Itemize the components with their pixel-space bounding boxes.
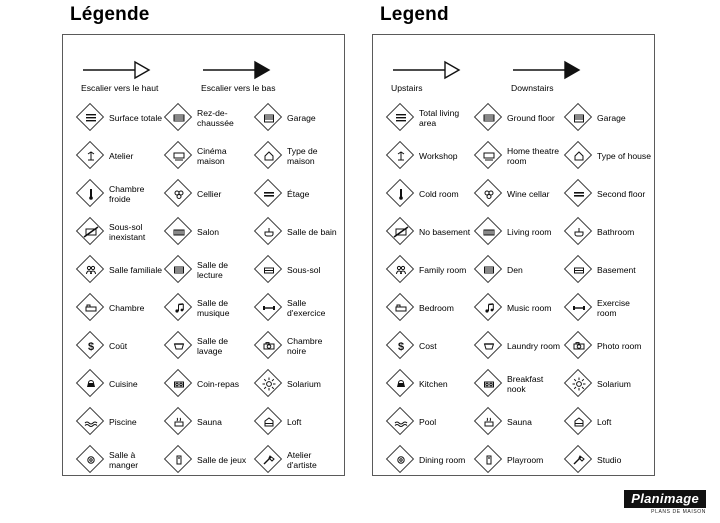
legend-item xyxy=(387,403,475,441)
solarium-icon-glyph xyxy=(255,370,283,398)
legend-item-label: Bathroom xyxy=(597,227,635,237)
legend-item xyxy=(77,251,165,289)
den-icon-glyph xyxy=(475,256,503,284)
legend-grid-french xyxy=(77,99,336,479)
legend-item-label: Total living area xyxy=(419,108,460,128)
cold-room-icon-glyph xyxy=(387,180,415,208)
stairs-up-french xyxy=(81,59,201,93)
legend-item-label: Pool xyxy=(419,417,437,427)
legend-item xyxy=(77,441,165,479)
legend-item xyxy=(565,213,653,251)
legend-item xyxy=(387,289,475,327)
photo-room-icon-glyph xyxy=(565,332,593,360)
wine-cellar-icon-glyph xyxy=(165,180,193,208)
ground-floor-icon xyxy=(165,104,193,132)
legend-item xyxy=(77,327,165,365)
legend-item xyxy=(255,289,343,327)
legend-item xyxy=(387,213,475,251)
legend-item xyxy=(565,365,653,403)
laundry-room-icon xyxy=(165,332,193,360)
planimage-logo xyxy=(624,490,706,515)
legend-item xyxy=(255,365,343,403)
stairs-down-arrow-icon xyxy=(511,59,631,81)
photo-room-icon xyxy=(565,332,593,360)
legend-item-label: Ground floor xyxy=(507,113,555,123)
legend-item-label: Den xyxy=(507,265,523,275)
stairs-up-arrow-icon xyxy=(391,59,511,81)
legend-item-label: Type of house xyxy=(597,151,651,161)
legend-item xyxy=(165,137,255,175)
legend-item xyxy=(475,99,565,137)
legend-item xyxy=(565,99,653,137)
logo-name: Planimage xyxy=(624,490,706,508)
house-type-icon-glyph xyxy=(255,142,283,170)
legend-item xyxy=(165,175,255,213)
legend-item xyxy=(255,441,343,479)
legend-item-label: Bedroom xyxy=(419,303,454,313)
legend-item xyxy=(565,441,653,479)
workshop-icon xyxy=(77,142,105,170)
page-title-english: Legend xyxy=(380,4,449,25)
legend-item xyxy=(475,403,565,441)
page-title-french: Légende xyxy=(70,4,150,25)
legend-item xyxy=(475,175,565,213)
legend-item xyxy=(165,99,255,137)
garage-icon-glyph xyxy=(255,104,283,132)
family-room-icon xyxy=(387,256,415,284)
family-room-icon-glyph xyxy=(387,256,415,284)
legend-item xyxy=(565,137,653,175)
stairs-up-english xyxy=(391,59,511,93)
legend-item xyxy=(565,175,653,213)
legend-item-label: Piscine xyxy=(109,417,137,427)
breakfast-nook-icon xyxy=(475,370,503,398)
legend-item xyxy=(165,327,255,365)
total-area-icon xyxy=(77,104,105,132)
bedroom-icon xyxy=(387,294,415,322)
breakfast-nook-icon xyxy=(165,370,193,398)
playroom-icon-glyph xyxy=(165,446,193,474)
living-room-icon xyxy=(475,218,503,246)
home-theatre-icon xyxy=(475,142,503,170)
legend-item xyxy=(77,289,165,327)
legend-item xyxy=(475,365,565,403)
legend-item-label: Second floor xyxy=(597,189,646,199)
legend-item xyxy=(255,327,343,365)
stairs-down-english xyxy=(511,59,631,93)
wine-cellar-icon xyxy=(165,180,193,208)
legend-item-label: Studio xyxy=(597,455,622,465)
no-basement-icon-glyph xyxy=(387,218,415,246)
legend-item-label: Living room xyxy=(507,227,552,237)
legend-item xyxy=(475,441,565,479)
stairs-down-french xyxy=(201,59,321,93)
music-room-icon xyxy=(475,294,503,322)
pool-icon xyxy=(387,408,415,436)
legend-item xyxy=(387,441,475,479)
basement-icon-glyph xyxy=(255,256,283,284)
breakfast-nook-icon-glyph xyxy=(475,370,503,398)
home-theatre-icon-glyph xyxy=(475,142,503,170)
legend-item xyxy=(475,289,565,327)
sauna-icon xyxy=(165,408,193,436)
bathroom-icon-glyph xyxy=(565,218,593,246)
stairs-down-label: Escalier vers le bas xyxy=(201,83,276,93)
bathroom-icon xyxy=(255,218,283,246)
loft-icon xyxy=(255,408,283,436)
legend-item-label: Home theatre room xyxy=(507,146,560,166)
studio-icon-glyph xyxy=(255,446,283,474)
legend-item xyxy=(387,137,475,175)
legend-item xyxy=(255,251,343,289)
legend-item-label: Garage xyxy=(597,113,626,123)
legend-item-label: Salle à manger xyxy=(109,450,139,470)
basement-icon xyxy=(565,256,593,284)
legend-item xyxy=(255,403,343,441)
legend-item-label: Playroom xyxy=(507,455,544,465)
sauna-icon-glyph xyxy=(475,408,503,436)
legend-item-label: Salle de lecture xyxy=(197,260,229,280)
legend-item xyxy=(565,403,653,441)
exercise-room-icon-glyph xyxy=(565,294,593,322)
legend-item-label: Laundry room xyxy=(507,341,561,351)
workshop-icon-glyph xyxy=(77,142,105,170)
second-floor-icon xyxy=(565,180,593,208)
no-basement-icon xyxy=(387,218,415,246)
cost-icon-glyph xyxy=(77,332,105,360)
playroom-icon xyxy=(165,446,193,474)
dining-room-icon xyxy=(387,446,415,474)
legend-item-label: Atelier d'artiste xyxy=(287,450,317,470)
sauna-icon-glyph xyxy=(165,408,193,436)
total-area-icon-glyph xyxy=(387,104,415,132)
bedroom-icon xyxy=(77,294,105,322)
living-room-icon xyxy=(165,218,193,246)
legend-item xyxy=(475,251,565,289)
legend-item-label: Salle de musique xyxy=(197,298,230,318)
legend-item xyxy=(165,365,255,403)
legend-item-label: Cost xyxy=(419,341,437,351)
legend-item-label: Étage xyxy=(287,189,310,199)
legend-item-label: Music room xyxy=(507,303,552,313)
legend-item-label: Atelier xyxy=(109,151,134,161)
legend-item xyxy=(165,403,255,441)
legend-box-english xyxy=(372,34,655,476)
stairs-up-arrow-icon xyxy=(81,59,201,81)
house-type-icon xyxy=(565,142,593,170)
legend-item-label: Chambre xyxy=(109,303,145,313)
stairs-down-label: Downstairs xyxy=(511,83,554,93)
legend-item-label: Sauna xyxy=(507,417,532,427)
legend-item-label: Kitchen xyxy=(419,379,448,389)
ground-floor-icon xyxy=(475,104,503,132)
sauna-icon xyxy=(475,408,503,436)
laundry-room-icon-glyph xyxy=(165,332,193,360)
loft-icon xyxy=(565,408,593,436)
cold-room-icon-glyph xyxy=(77,180,105,208)
svg-text:$: $ xyxy=(397,341,405,352)
legend-item-label: Rez-de-chaussée xyxy=(197,108,234,128)
legend-item xyxy=(165,251,255,289)
legend-item xyxy=(255,175,343,213)
living-room-icon-glyph xyxy=(475,218,503,246)
basement-icon-glyph xyxy=(565,256,593,284)
den-icon xyxy=(165,256,193,284)
legend-item xyxy=(255,99,343,137)
dining-room-icon xyxy=(77,446,105,474)
legend-item xyxy=(475,137,565,175)
wine-cellar-icon-glyph xyxy=(475,180,503,208)
legend-item-label: Loft xyxy=(287,417,302,427)
legend-item-label: Cold room xyxy=(419,189,459,199)
legend-item xyxy=(77,213,165,251)
loft-icon-glyph xyxy=(255,408,283,436)
legend-item-label: Salon xyxy=(197,227,219,237)
living-room-icon-glyph xyxy=(165,218,193,246)
legend-item-label: Salle de jeux xyxy=(197,455,247,465)
legend-item-label: Type de maison xyxy=(287,146,318,166)
second-floor-icon xyxy=(255,180,283,208)
legend-item-label: Coût xyxy=(109,341,128,351)
legend-item-label: Sous-sol inexistant xyxy=(109,222,146,242)
legend-item xyxy=(77,403,165,441)
den-icon-glyph xyxy=(165,256,193,284)
workshop-icon-glyph xyxy=(387,142,415,170)
photo-room-icon xyxy=(255,332,283,360)
legend-item xyxy=(255,137,343,175)
legend-item-label: Loft xyxy=(597,417,612,427)
ground-floor-icon-glyph xyxy=(165,104,193,132)
cost-icon xyxy=(77,332,105,360)
garage-icon xyxy=(255,104,283,132)
laundry-room-icon-glyph xyxy=(475,332,503,360)
kitchen-icon-glyph xyxy=(77,370,105,398)
legend-item xyxy=(165,289,255,327)
legend-item-label: Salle familiale xyxy=(109,265,163,275)
bathroom-icon xyxy=(565,218,593,246)
legend-item xyxy=(565,289,653,327)
stairs-up-label: Upstairs xyxy=(391,83,423,93)
pool-icon-glyph xyxy=(387,408,415,436)
legend-item xyxy=(387,175,475,213)
den-icon xyxy=(475,256,503,284)
legend-item-label: Breakfast nook xyxy=(507,374,544,394)
legend-item-label: Salle de lavage xyxy=(197,336,229,356)
photo-room-icon-glyph xyxy=(255,332,283,360)
music-room-icon-glyph xyxy=(165,294,193,322)
garage-icon xyxy=(565,104,593,132)
playroom-icon-glyph xyxy=(475,446,503,474)
legend-item xyxy=(165,213,255,251)
kitchen-icon xyxy=(77,370,105,398)
logo-tagline: PLANS DE MAISON xyxy=(651,509,706,515)
pool-icon-glyph xyxy=(77,408,105,436)
wine-cellar-icon xyxy=(475,180,503,208)
legend-item-label: No basement xyxy=(419,227,471,237)
stairs-row-english xyxy=(391,59,646,93)
legend-item-label: Salle d'exercice xyxy=(287,298,326,318)
basement-icon xyxy=(255,256,283,284)
legend-item-label: Photo room xyxy=(597,341,642,351)
legend-item xyxy=(77,365,165,403)
legend-item-label: Wine cellar xyxy=(507,189,550,199)
legend-item-label: Sous-sol xyxy=(287,265,321,275)
dining-room-icon-glyph xyxy=(77,446,105,474)
studio-icon xyxy=(255,446,283,474)
bedroom-icon-glyph xyxy=(77,294,105,322)
pool-icon xyxy=(77,408,105,436)
house-type-icon xyxy=(255,142,283,170)
cost-icon xyxy=(387,332,415,360)
legend-item-label: Surface totale xyxy=(109,113,163,123)
home-theatre-icon xyxy=(165,142,193,170)
stairs-down-arrow-icon xyxy=(201,59,321,81)
legend-item-label: Family room xyxy=(419,265,467,275)
legend-item xyxy=(165,441,255,479)
legend-item xyxy=(77,175,165,213)
legend-item-label: Solarium xyxy=(287,379,321,389)
legend-item xyxy=(77,137,165,175)
legend-grid-english xyxy=(387,99,651,479)
studio-icon xyxy=(565,446,593,474)
legend-item xyxy=(387,251,475,289)
no-basement-icon-glyph xyxy=(77,218,105,246)
second-floor-icon-glyph xyxy=(255,180,283,208)
legend-panel-english xyxy=(372,0,672,476)
solarium-icon xyxy=(255,370,283,398)
laundry-room-icon xyxy=(475,332,503,360)
cold-room-icon xyxy=(387,180,415,208)
legend-item xyxy=(255,213,343,251)
loft-icon-glyph xyxy=(565,408,593,436)
music-room-icon-glyph xyxy=(475,294,503,322)
legend-item-label: Salle de bain xyxy=(287,227,337,237)
cold-room-icon xyxy=(77,180,105,208)
family-room-icon-glyph xyxy=(77,256,105,284)
total-area-icon xyxy=(387,104,415,132)
bathroom-icon-glyph xyxy=(255,218,283,246)
legend-item-label: Coin-repas xyxy=(197,379,240,389)
family-room-icon xyxy=(77,256,105,284)
legend-item xyxy=(387,99,475,137)
stairs-row-french xyxy=(81,59,336,93)
breakfast-nook-icon-glyph xyxy=(165,370,193,398)
exercise-room-icon-glyph xyxy=(255,294,283,322)
cost-icon-glyph xyxy=(387,332,415,360)
legend-item xyxy=(565,327,653,365)
legend-item-label: Chambre froide xyxy=(109,184,145,204)
legend-item-label: Cinéma maison xyxy=(197,146,227,166)
legend-item xyxy=(475,213,565,251)
kitchen-icon xyxy=(387,370,415,398)
solarium-icon-glyph xyxy=(565,370,593,398)
dining-room-icon-glyph xyxy=(387,446,415,474)
stairs-up-label: Escalier vers le haut xyxy=(81,83,159,93)
legend-item-label: Dining room xyxy=(419,455,466,465)
legend-panel-french xyxy=(62,0,362,476)
playroom-icon xyxy=(475,446,503,474)
legend-box-french xyxy=(62,34,345,476)
no-basement-icon xyxy=(77,218,105,246)
second-floor-icon-glyph xyxy=(565,180,593,208)
exercise-room-icon xyxy=(565,294,593,322)
legend-item-label: Workshop xyxy=(419,151,458,161)
legend-item xyxy=(565,251,653,289)
house-type-icon-glyph xyxy=(565,142,593,170)
exercise-room-icon xyxy=(255,294,283,322)
legend-item-label: Garage xyxy=(287,113,316,123)
home-theatre-icon-glyph xyxy=(165,142,193,170)
ground-floor-icon-glyph xyxy=(475,104,503,132)
workshop-icon xyxy=(387,142,415,170)
total-area-icon-glyph xyxy=(77,104,105,132)
legend-item-label: Cuisine xyxy=(109,379,138,389)
bedroom-icon-glyph xyxy=(387,294,415,322)
svg-text:$: $ xyxy=(87,341,95,352)
kitchen-icon-glyph xyxy=(387,370,415,398)
legend-item-label: Basement xyxy=(597,265,636,275)
legend-item xyxy=(387,365,475,403)
garage-icon-glyph xyxy=(565,104,593,132)
legend-item-label: Cellier xyxy=(197,189,222,199)
solarium-icon xyxy=(565,370,593,398)
legend-item xyxy=(77,99,165,137)
legend-item-label: Exercise room xyxy=(597,298,630,318)
legend-item-label: Solarium xyxy=(597,379,631,389)
studio-icon-glyph xyxy=(565,446,593,474)
legend-item-label: Chambre noire xyxy=(287,336,323,356)
legend-item xyxy=(387,327,475,365)
music-room-icon xyxy=(165,294,193,322)
legend-item xyxy=(475,327,565,365)
legend-item-label: Sauna xyxy=(197,417,222,427)
